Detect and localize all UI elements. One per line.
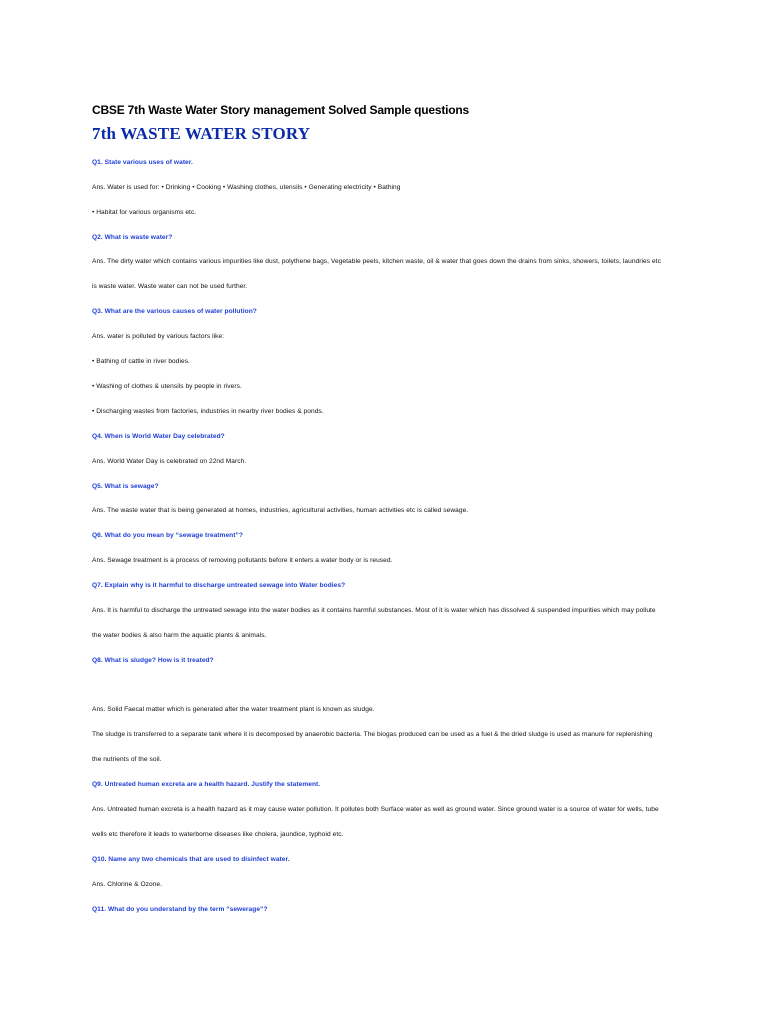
question-line: Q4. When is World Water Day celebrated? (92, 433, 225, 440)
answer-line: is waste water. Waste water can not be used further. (92, 283, 248, 290)
question-line: Q7. Explain why is it harmful to discharge untreated sewage into Water bodies? (92, 582, 346, 589)
answer-line: • Habitat for various organisms etc. (92, 209, 197, 216)
question-line: Q10. Name any two chemicals that are used to disinfect water. (92, 856, 290, 863)
answer-line: Ans. It is harmful to discharge the untreated sewage into the water bodies as it contains harmful substances. Most of it is water which has dissolved & suspended impurities which may pollute (92, 607, 656, 614)
answer-line: Ans. Solid Faecal matter which is generated after the water treatment plant is known as sludge. (92, 706, 375, 713)
answer-line: The sludge is transferred to a separate tank where it is decomposed by anaerobic bacteria. The biogas produced can be used as a fuel & the dried sludge is used as manure for replenishing (92, 731, 653, 738)
answer-line: • Bathing of cattle in river bodies. (92, 358, 190, 365)
answer-line: Ans. water is polluted by various factors like: (92, 333, 225, 340)
answer-line: Ans. Sewage treatment is a process of removing pollutants before it enters a water body or is reused. (92, 557, 393, 564)
answer-line: Ans. Untreated human excreta is a health hazard as it may cause water pollution. It pollutes both Surface water as well as ground water. Since ground water is a source of water for wells, tube (92, 806, 659, 813)
question-line: Q3. What are the various causes of water pollution? (92, 308, 257, 315)
answer-line: • Washing of clothes & utensils by people in rivers. (92, 383, 242, 390)
question-line: Q2. What is waste water? (92, 234, 173, 241)
answer-line: Ans. The dirty water which contains various impurities like dust, polythene bags, Vegetable peels, kitchen waste, oil & water that goes down the drains from sinks, showers, toilets, laundries etc (92, 258, 661, 265)
question-line: Q8. What is sludge? How is it treated? (92, 657, 214, 664)
answer-line: Ans. Water is used for: • Drinking • Cooking • Washing clothes, utensils • Generating electricity • Bathing (92, 184, 401, 191)
question-line: Q6. What do you mean by “sewage treatment”? (92, 532, 243, 539)
answer-line: wells etc therefore it leads to waterborne diseases like cholera, jaundice, typhoid etc. (92, 831, 344, 838)
answer-line: Ans. World Water Day is celebrated on 22nd March. (92, 458, 247, 465)
question-line: Q1. State various uses of water. (92, 159, 193, 166)
answer-line: Ans. Chlorine & Ozone. (92, 881, 163, 888)
answer-line: the water bodies & also harm the aquatic plants & animals. (92, 632, 267, 639)
question-line: Q11. What do you understand by the term “sewerage”? (92, 906, 268, 913)
document-header: CBSE 7th Waste Water Story management Solved Sample questions (92, 103, 470, 117)
answer-line: • Discharging wastes from factories, industries in nearby river bodies & ponds. (92, 408, 324, 415)
question-line: Q5. What is sewage? (92, 483, 159, 490)
answer-line: Ans. The waste water that is being generated at homes, industries, agricultural activities, human activities etc is called sewage. (92, 507, 469, 514)
document-title: 7th WASTE WATER STORY (92, 124, 311, 143)
answer-line: the nutrients of the soil. (92, 756, 162, 763)
question-line: Q9. Untreated human excreta are a health hazard. Justify the statement. (92, 781, 321, 788)
